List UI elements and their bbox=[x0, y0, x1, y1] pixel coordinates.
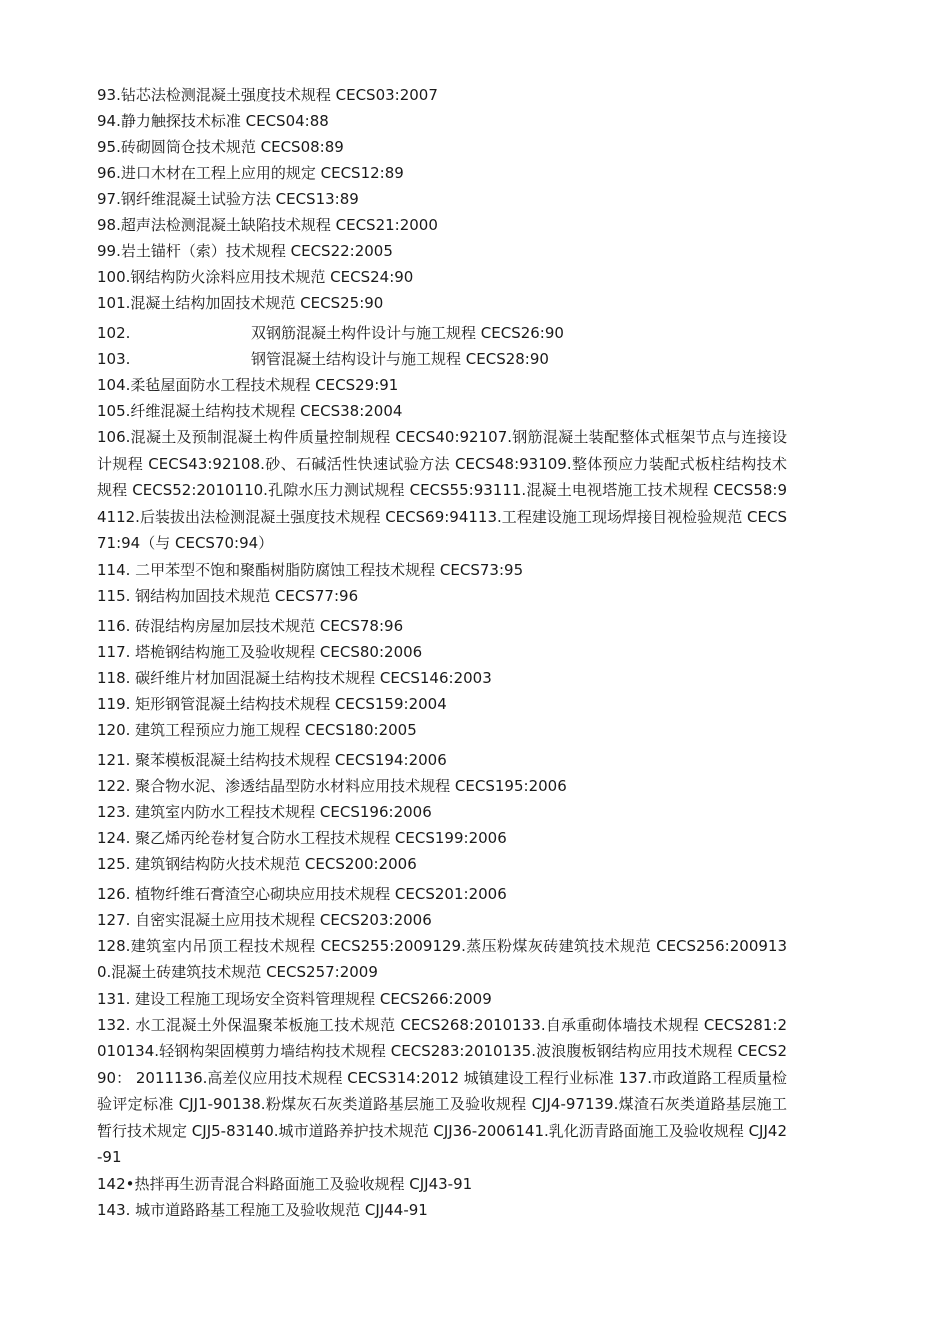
list-item: 98.超声法检测混凝土缺陷技术规程 CECS21:2000 bbox=[97, 216, 438, 234]
list-item bbox=[97, 320, 787, 346]
list-item: 123. 建筑室内防水工程技术规程 CECS196:2006 bbox=[97, 802, 432, 821]
list-item: 121. 聚苯模板混凝土结构技术规程 CECS194:2006 bbox=[97, 750, 447, 769]
list-item: 131. 建设工程施工现场安全资料管理规程 CECS266:2009 bbox=[97, 989, 492, 1008]
list-item: 104.柔毡屋面防水工程技术规程 CECS29:91 bbox=[97, 376, 399, 394]
list-paragraph: 106.混凝土及预制混凝土构件质量控制规程 CECS40:92107.钢筋混凝土装配整体式框架节点与连接设计规程 CECS43:92108.砂、石碱活性快速试验方法 CECS48:93109.整体预应力装配式板柱结构技术规程 CECS52:2010110.孔隙水压力测试规程 CECS55:93111.混凝土电视塔施工技术规程 CECS58:94112.后装拔出法检测混凝土强度技术规程 CECS69:94113.工程建设施工现场焊接目视检验规范 CECS71:94（与 CECS70:94） bbox=[97, 428, 787, 552]
list-item: 97.钢纤维混凝土试验方法 CECS13:89 bbox=[97, 190, 359, 208]
item-text: 钢管混凝土结构设计与施工规程 CECS28:90 bbox=[251, 350, 549, 368]
list-item: 116. 砖混结构房屋加层技术规范 CECS78:96 bbox=[97, 616, 404, 635]
list-item: 122. 聚合物水泥、渗透结晶型防水材料应用技术规程 CECS195:2006 bbox=[97, 776, 567, 795]
list-item: 114. 二甲苯型不饱和聚酯树脂防腐蚀工程技术规程 CECS73:95 bbox=[97, 560, 524, 579]
list-item: 117. 塔桅钢结构施工及验收规程 CECS80:2006 bbox=[97, 642, 423, 661]
list-item: 95.砖砌圆筒仓技术规范 CECS08:89 bbox=[97, 138, 344, 156]
list-item: 101.混凝土结构加固技术规范 CECS25:90 bbox=[97, 294, 384, 312]
item-number: 103. bbox=[97, 350, 131, 368]
list-item: 118. 碳纤维片材加固混凝土结构技术规程 CECS146:2003 bbox=[97, 668, 492, 687]
list-item: 115. 钢结构加固技术规范 CECS77:96 bbox=[97, 586, 359, 605]
list-item: 126. 植物纤维石膏渣空心砌块应用技术规程 CECS201:2006 bbox=[97, 884, 507, 903]
item-number: 102. bbox=[97, 324, 131, 342]
list-item: 93.钻芯法检测混凝土强度技术规程 CECS03:2007 bbox=[97, 86, 438, 104]
list-paragraph: 128.建筑室内吊顶工程技术规程 CECS255:2009129.蒸压粉煤灰砖建筑技术规范 CECS256:2009130.混凝土砖建筑技术规范 CECS257:2009 bbox=[97, 936, 787, 981]
standards-list bbox=[97, 82, 787, 1223]
list-item: 119. 矩形钢管混凝土结构技术规程 CECS159:2004 bbox=[97, 694, 447, 713]
list-item bbox=[97, 346, 787, 372]
list-item: 96.进口木材在工程上应用的规定 CECS12:89 bbox=[97, 164, 404, 182]
list-item: 94.静力触探技术标准 CECS04:88 bbox=[97, 112, 329, 130]
list-item: 125. 建筑钢结构防火技术规范 CECS200:2006 bbox=[97, 854, 417, 873]
list-item: 124. 聚乙烯丙纶卷材复合防水工程技术规程 CECS199:2006 bbox=[97, 828, 507, 847]
list-item: 120. 建筑工程预应力施工规程 CECS180:2005 bbox=[97, 720, 417, 739]
item-text: 双钢筋混凝土构件设计与施工规程 CECS26:90 bbox=[251, 324, 564, 342]
list-item: 105.纤维混凝土结构技术规程 CECS38:2004 bbox=[97, 402, 403, 420]
list-item: 100.钢结构防火涂料应用技术规范 CECS24:90 bbox=[97, 268, 414, 286]
list-paragraph: 132. 水工混凝土外保温聚苯板施工技术规范 CECS268:2010133.自承重砌体墙技术规程 CECS281:2010134.轻钢构架固模剪力墙结构技术规程 CECS283:2010135.波浪腹板钢结构应用技术规程 CECS290： 2011136.高差仪应用技术规程 CECS314:2012 城镇建设工程行业标准 137.市政道路工程质量检验评定标准 CJJ1-90138.粉煤灰石灰类道路基层施工及验收规程 CJJ4-97139.煤渣石灰类道路基层施工暂行技术规定 CJJ5-83140.城市道路养护技术规范 CJJ36-2006141.乳化沥青路面施工及验收规程 CJJ42-91 bbox=[97, 1015, 787, 1166]
list-item: 99.岩土锚杆（索）技术规程 CECS22:2005 bbox=[97, 242, 393, 260]
list-item: 127. 自密实混凝土应用技术规程 CECS203:2006 bbox=[97, 910, 432, 929]
list-item: 142•热拌再生沥青混合料路面施工及验收规程 CJJ43-91 bbox=[97, 1174, 473, 1193]
list-item: 143. 城市道路路基工程施工及验收规范 CJJ44-91 bbox=[97, 1200, 428, 1219]
